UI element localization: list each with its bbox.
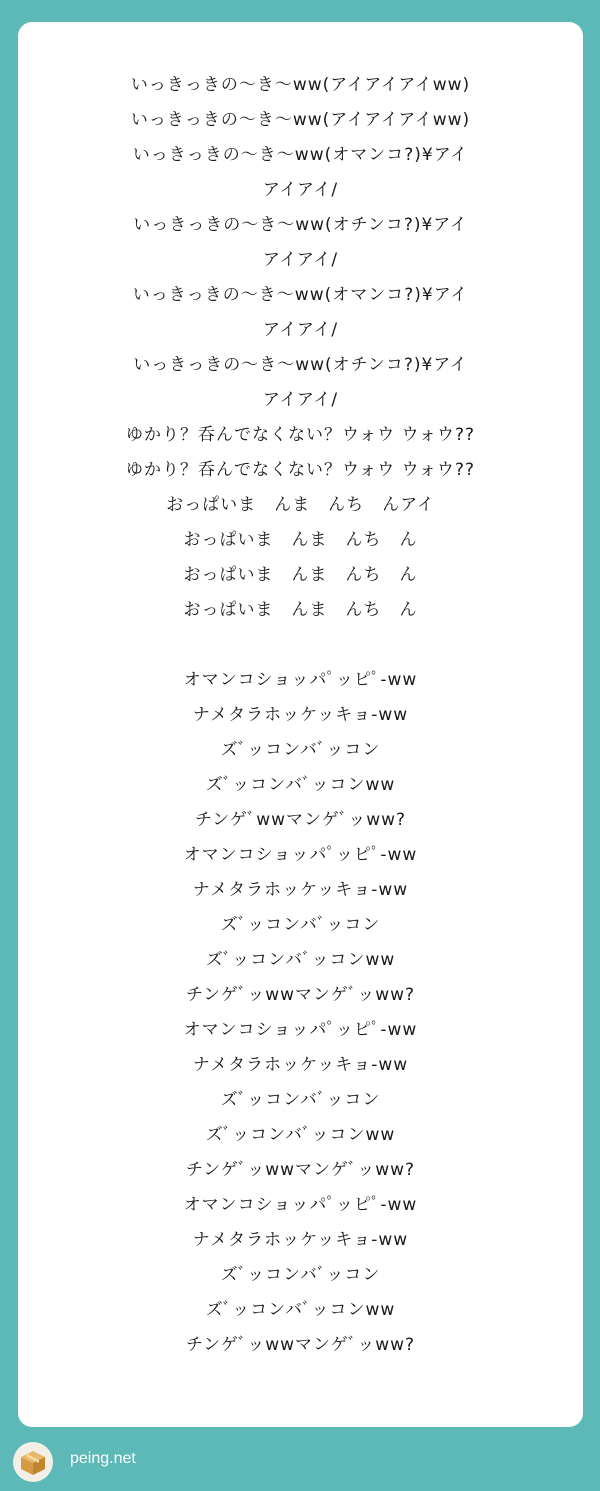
message-line: いっきっきの〜き〜ww(アイアイアイww) xyxy=(130,75,471,95)
message-line: ナメタラホッケッキョ-ww xyxy=(192,705,409,725)
message-line: ナメタラホッケッキョ-ww xyxy=(192,1055,409,1075)
message-line: アイアイ/ xyxy=(262,390,339,410)
message-line: オマンコショッパﾟッピﾟ-ww xyxy=(183,1195,418,1215)
message-line: ズﾞッコンバﾞッコン xyxy=(220,1090,381,1110)
message-line: おっぱいま んま んち ん xyxy=(183,530,418,550)
message-line: アイアイ/ xyxy=(262,250,339,270)
message-line: アイアイ/ xyxy=(262,180,339,200)
message-line: オマンコショッパﾟッピﾟ-ww xyxy=(183,1020,418,1040)
message-line: ズﾞッコンバﾞッコンww xyxy=(205,950,396,970)
message-lines xyxy=(18,68,583,1363)
message-line: おっぱいま んま んち んアイ xyxy=(166,495,435,515)
message-line: ゆかり？呑んでなくない？ウォウ ウォウ?? xyxy=(125,425,476,445)
message-line: おっぱいま んま んち ん xyxy=(183,600,418,620)
message-line: ズﾞッコンバﾞッコン xyxy=(220,740,381,760)
message-line: ズﾞッコンバﾞッコンww xyxy=(205,1300,396,1320)
message-line: おっぱいま んま んち ん xyxy=(183,565,418,585)
site-name[interactable]: peing.net xyxy=(70,1450,136,1467)
blank-line xyxy=(18,628,583,663)
message-line: ズﾞッコンバﾞッコンww xyxy=(205,1125,396,1145)
message-line: ズﾞッコンバﾞッコン xyxy=(220,1265,381,1285)
message-line: チンゲﾞwwマンゲﾞッww? xyxy=(194,810,407,830)
message-line: いっきっきの〜き〜ww(オチンコ?)¥アイ xyxy=(133,355,468,375)
question-card xyxy=(18,22,583,1427)
message-line: オマンコショッパﾟッピﾟ-ww xyxy=(183,845,418,865)
message-line: いっきっきの〜き〜ww(オマンコ?)¥アイ xyxy=(132,285,469,305)
message-line: チンゲﾞッwwマンゲﾞッww? xyxy=(185,1160,416,1180)
message-line: オマンコショッパﾟッピﾟ-ww xyxy=(183,670,418,690)
footer xyxy=(0,1432,600,1491)
peing-box-icon[interactable] xyxy=(13,1442,53,1482)
message-line: チンゲﾞッwwマンゲﾞッww? xyxy=(185,985,416,1005)
message-line: いっきっきの〜き〜ww(アイアイアイww) xyxy=(130,110,471,130)
message-line: アイアイ/ xyxy=(262,320,339,340)
message-line: ズﾞッコンバﾞッコン xyxy=(220,915,381,935)
message-line: チンゲﾞッwwマンゲﾞッww? xyxy=(185,1335,416,1355)
message-line: ナメタラホッケッキョ-ww xyxy=(192,1230,409,1250)
message-line: いっきっきの〜き〜ww(オマンコ?)¥アイ xyxy=(132,145,469,165)
message-line: ゆかり？呑んでなくない？ウォウ ウォウ?? xyxy=(125,460,476,480)
message-line: ズﾞッコンバﾞッコンww xyxy=(205,775,396,795)
message-line: いっきっきの〜き〜ww(オチンコ?)¥アイ xyxy=(133,215,468,235)
message-line: ナメタラホッケッキョ-ww xyxy=(192,880,409,900)
